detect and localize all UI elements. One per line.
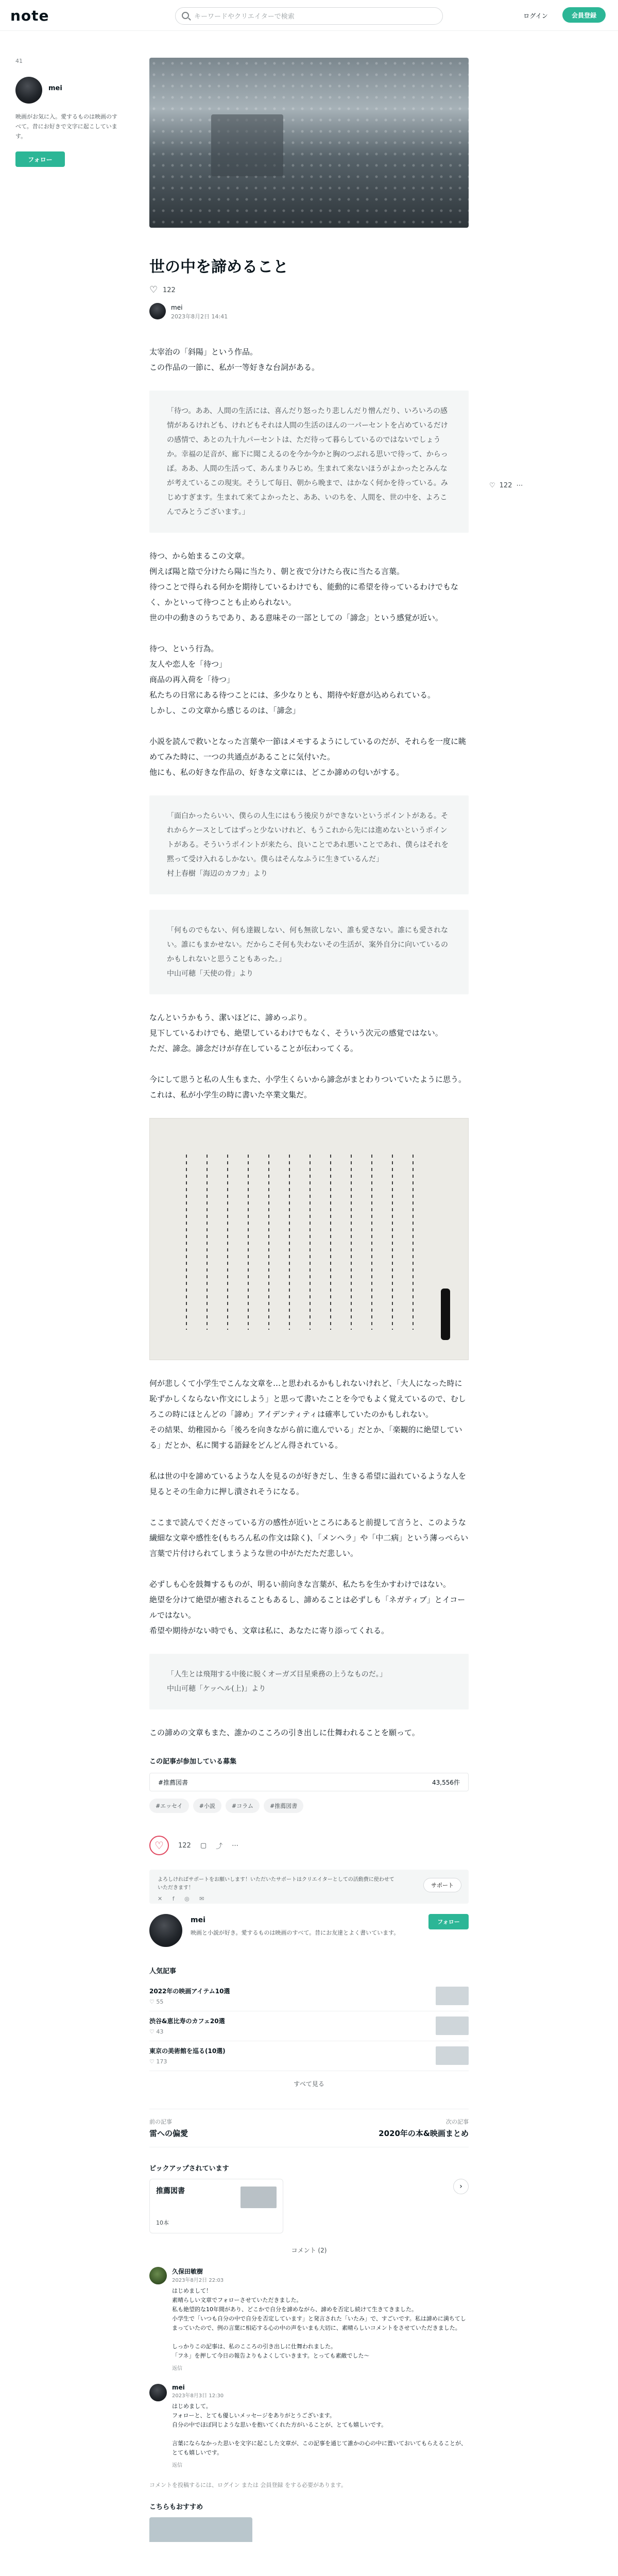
profile-count: 41 [15, 58, 23, 64]
writing-column [392, 1155, 393, 1330]
header [0, 0, 618, 31]
writing-column [413, 1155, 414, 1330]
tag[interactable]: #エッセイ [149, 1799, 189, 1813]
floating-like-count: 122 [499, 482, 512, 489]
note-logo[interactable]: note [10, 7, 49, 24]
article [149, 58, 469, 2542]
more-icon[interactable]: ⋯ [232, 1841, 239, 1850]
author-name[interactable]: mei [171, 304, 183, 311]
reply-link[interactable]: 返信 [172, 2463, 182, 2468]
support-box [149, 1870, 469, 1904]
paragraph: この諦めの文章もまた、誰かのこころの引き出しに仕舞われることを願って。 [149, 1728, 420, 1737]
search-box[interactable] [175, 7, 443, 25]
recommend-header: こちらもおすすめ [149, 2503, 203, 2511]
pen-marker [441, 1289, 450, 1340]
pickup-card[interactable] [149, 2179, 283, 2233]
list-item[interactable] [149, 2041, 469, 2071]
author-name[interactable]: mei [48, 84, 62, 92]
prev-article[interactable]: 前の記事 雷への偏愛 [149, 2119, 188, 2138]
paragraph: 今にして思うと私の人生もまた、小学生くらいから諦念がまとわりついていたように思う。 これは、私が小学生の時に書いた卒業文集だ。 [149, 1075, 467, 1099]
paragraph: 待つ、という行為。 友人や恋人を「待つ」 商品の再入荷を「待つ」 私たちの日常にある待つことには、多少なりとも、期待や好意が込められている。 しかし、この文章から感じるのは、「諦念」 [149, 644, 436, 715]
follow-button[interactable]: フォロー [15, 151, 65, 167]
item-likes: ♡ 55 [149, 1998, 164, 2005]
support-text: よろしければサポートをお願いします！いただいたサポートはクリエイターとしての活動費に使わせていただきます！ [158, 1877, 394, 1891]
chevron-right-icon[interactable]: › [453, 2179, 469, 2194]
writing-column [207, 1155, 208, 1330]
comment-body: はじめまして！ 素晴らしい文章でフォローさせていただきました。 私も絶望的な10年間があり、どこかで自分を諦めながら、諦めを否定し続けて生きてきました。 小学生で「いつも自分の中で自分を否定しています」と発言された「いたみ」で、すごいです。私は諦めに満ちてしまっていたので、例の言葉に相応する心の中の声をいまも大切に、素晴らしいコメントをさせていただきました。 しっかりこの記事は、私のこころの引き出しに仕舞われました。 「フネ」を押して今日の報告よりもよくしていきます。とっても素敵でした～ [172, 2287, 466, 2359]
pickup-header: ピックアップされています [149, 2165, 229, 2173]
paragraph: 必ずしも心を鼓舞するものが、明るい前向きな言葉が、私たちを生かすわけではない。 絶望を分けて絶望が癒されることもあるし、諦めることは必ずしも「ネガティブ」とイコールではない。 希望や期待がない時でも、文章は私に、あなたに寄り添ってくれる。 [149, 1580, 466, 1635]
writing-column [248, 1155, 249, 1330]
author-bio: 映画と小説が好き。愛するものは映画のすべて。昔にお友達とよく書いています。 [191, 1929, 400, 1936]
item-thumbnail [436, 2016, 469, 2035]
item-likes: ♡ 43 [149, 2028, 164, 2035]
heart-icon: ♡ [149, 284, 158, 295]
comment-date: 2023年8月3日 12:30 [172, 2393, 224, 2399]
search-icon [182, 12, 189, 19]
comment [149, 2384, 469, 2468]
floating-like[interactable] [489, 482, 527, 489]
popular-header: 人気記事 [149, 1968, 177, 1975]
pickup-count: 10本 [156, 2219, 169, 2226]
writing-column [330, 1155, 331, 1330]
writing-column [351, 1155, 352, 1330]
paragraph: 待つ、から始まるこの文章。 例えば陽と陰で分けたら陽に当たり、朝と夜で分けたら夜に当たる言葉。 待つことで得られる何かを期待しているわけでも、能動的に希望を待っているわけでもなく、かといって待つことも止められない。 世の中の動きのうちであり、ある意味その一部としての「諦念」という感覚が近い。 [149, 551, 459, 622]
writing-column [289, 1155, 290, 1330]
article-body [149, 344, 469, 1740]
paragraph: なんというかもう、潔いほどに、諦めっぷり。 見下しているわけでも、絶望しているわけでもなく、そういう次元の感覚ではない。 ただ、諦念。諦念だけが存在していることが伝わってくる。 [149, 1013, 443, 1053]
author-bio: 映画がお気に入。愛するものは映画のすべて。昔にお好きで文字に起こしています。 [15, 113, 117, 140]
item-likes: ♡ 173 [149, 2058, 167, 2065]
tag-list [149, 1799, 469, 1813]
paragraph: 何が悲しくて小学生でこんな文章を…と思われるかもしれないけれど、「大人になった時に恥ずかしくならない作文にしよう」と思って書いたことを今でもよく覚えているので、むしろこの時にほとんどの「諦め」アイデンティティは確率していたのかもしれない。 その結果、幼稚园から「後ろを向きながら前に進んでいる」だとか、「楽観的に絶望している」だとか、私に関する語録をどんどん得されている。 [149, 1379, 466, 1450]
paragraph: 太宰治の「斜陽」という作品。 この作品の一節に、私が一等好きな台詞がある。 [149, 347, 320, 372]
avatar[interactable] [149, 303, 166, 319]
tag[interactable]: #小説 [193, 1799, 221, 1813]
tag[interactable]: #コラム [226, 1799, 260, 1813]
see-all-link[interactable]: すべて見る [294, 2080, 324, 2088]
paragraph: 私は世の中を諦めているような人を見るのが好きだし、生きる希望に溢れているような人を見るとその生命力に押し潰されそうになる。 [149, 1471, 467, 1496]
action-bar [149, 1836, 469, 1855]
blockquote: 「待つ。ああ、人間の生活には、喜んだり怒ったり悲しんだり憎んだり、いろいろの感情があるけれども、けれどもそれは人間の生活のほんの一パーセントを占めているだけの感情で、あとの九十九パーセントは、ただ待って暮らしているのではないでしょうか。幸福の足音が、廊下に聞こえるのを今か今かと胸のつぶれる思いで待って、からっぽ。ああ、人間の生活って、あんまりみじめ。生まれて来ないほうがよかったとみんなが考えているこの現実。そうして毎日、朝から晩まで、はかなく何かを待っている。みじめすぎます。生まれて来てよかったと、ああ、いのちを、人間を、世の中を、よろこんでみとうございます。」 [149, 391, 469, 533]
item-title: 東京の美術館を巡る(10選) [149, 2047, 226, 2055]
article-nav [149, 2109, 469, 2147]
tag[interactable]: #推薦図書 [264, 1799, 303, 1813]
list-item[interactable] [149, 1981, 469, 2011]
item-thumbnail [436, 2046, 469, 2065]
magazine-header: この記事が参加している募集 [149, 1758, 237, 1766]
author-profile-card [149, 1914, 469, 1960]
list-item[interactable] [149, 2011, 469, 2041]
magazine-section [149, 1756, 469, 1813]
like-count: 122 [163, 286, 176, 294]
author-name[interactable]: mei [191, 1916, 205, 1924]
page-title: 世の中を諦めること [149, 258, 288, 276]
author-row [149, 302, 469, 323]
item-title: 渋谷&恵比寿のカフェ20選 [149, 2018, 225, 2025]
comment-author[interactable]: 久保田敏樹 [172, 2268, 203, 2275]
reply-link[interactable]: 返信 [172, 2366, 182, 2371]
blockquote: 「何ものでもない、何も達観しない、何も無欲しない、誰も愛さない。誰にも愛されない。誰にもまかせない。だからこそ何も失わないその生活が、案外自分に向いているのかもしれないと思うこともあった。」 中山可穂「天使の骨」より [149, 910, 469, 994]
post-date: 2023年8月2日 14:41 [171, 313, 228, 320]
writing-column [186, 1155, 187, 1330]
like-count: 122 [178, 1841, 191, 1850]
essay-photo [149, 1118, 469, 1360]
social-icons[interactable]: ✕ f ◎ ✉ [158, 1895, 209, 1902]
share-icon[interactable]: ⤴ [216, 1842, 223, 1851]
avatar[interactable] [149, 1914, 182, 1947]
paragraph: 小説を読んで救いとなった言葉や一節はメモするようにしているのだが、それらを一度に眺めてみた時に、一つの共通点があることに気付いた。 他にも、私の好きな作品の、好きな文章には、どこか諦めの匂いがする。 [149, 737, 467, 777]
login-note[interactable]: コメントを投稿するには、ログイン または 会員登録 をする必要があります。 [149, 2482, 347, 2488]
comment-icon[interactable]: ▢ [200, 1841, 207, 1850]
comments-header: コメント (2) [291, 2247, 327, 2254]
blockquote: 「面白かったらいい、僕らの人生にはもう後戻りができないというポイントがある。それからケースとしてはずっと少ないけれど、もうこれから先には進めないというポイントがある。そういうポイントが来たら、良いことであれ悪いことであれ、僕らはそれを黙って受け入れるしかない。僕らはそんなふうに生きているんだ」 村上春樹「海辺のカフカ」より [149, 795, 469, 894]
like-button[interactable]: ♡ [149, 1836, 169, 1855]
sidebar-profile [15, 58, 118, 167]
pickup-thumbnail [241, 2187, 277, 2208]
comment-body: はじめまして。 フォローと、とても優しいメッセージをありがとうございます。 自分の中でほぼ同じような思いを抱いてくれた方がいることが、とても嬉しいです。 言葉にならなかった思いを文字に起こした文章が、この記事を通じて誰かの心の中に置いておいてもらえることが、とても嬉しいです。 [172, 2403, 467, 2456]
follow-button[interactable]: フォロー [428, 1914, 469, 1929]
avatar[interactable] [15, 77, 42, 104]
writing-column [310, 1155, 311, 1330]
recommend-thumbnail[interactable] [149, 2517, 252, 2542]
like-summary[interactable] [149, 285, 469, 295]
login-button[interactable]: ログイン [517, 8, 554, 23]
hero-image [149, 58, 469, 228]
comment [149, 2267, 469, 2371]
blockquote: 「人生とは飛翔する中後に脱くオーガズ目星乗務の上うなものだ。」 中山可穂「ケッヘル(上)」より [149, 1654, 469, 1709]
heart-icon: ♡ [489, 482, 495, 489]
paragraph: ここまで読んでくださっている方の感性が近いところにあると前提して言うと、このような繊細な文章や感性を(もちろん私の作文は除く)、「メンヘラ」や「中二病」という薄っぺらい言葉で片付けられてしまうような世の中がただただ悲しい。 [149, 1518, 469, 1558]
writing-column [227, 1155, 228, 1330]
support-button[interactable]: サポート [423, 1878, 461, 1892]
comment-author[interactable]: mei [172, 2384, 185, 2391]
share-icon[interactable]: ⋯ [516, 482, 523, 489]
next-article[interactable]: 次の記事 2020年の本&映画まとめ [379, 2119, 469, 2138]
avatar[interactable] [149, 2267, 167, 2284]
magazine-card[interactable] [149, 1773, 469, 1791]
pickup-title: 推薦図書 [156, 2187, 185, 2195]
item-thumbnail [436, 1987, 469, 2005]
item-title: 2022年の映画アイテム10選 [149, 1988, 230, 1995]
magazine-count: 43,556件 [432, 1778, 460, 1786]
pickup-row [149, 2179, 469, 2233]
magazine-name: #推薦図書 [158, 1778, 188, 1786]
comment-date: 2023年8月2日 22:03 [172, 2278, 224, 2283]
writing-column [268, 1155, 269, 1330]
writing-column [371, 1155, 372, 1330]
signup-button[interactable]: 会員登録 [562, 7, 606, 23]
search-input[interactable] [194, 11, 431, 22]
avatar[interactable] [149, 2384, 167, 2401]
